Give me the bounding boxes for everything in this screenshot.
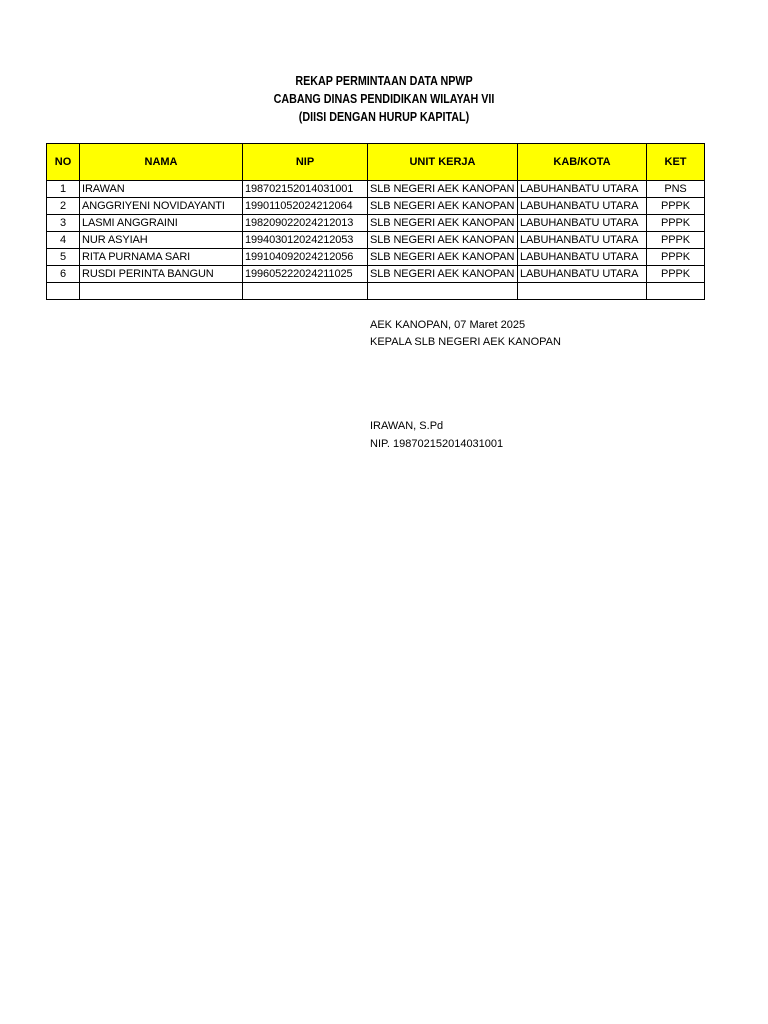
cell-nama: RITA PURNAMA SARI (80, 249, 243, 266)
cell-kab-kota: LABUHANBATU UTARA (518, 266, 647, 283)
cell-kab-kota: LABUHANBATU UTARA (518, 249, 647, 266)
cell-no: 4 (47, 232, 80, 249)
cell-ket (647, 283, 705, 300)
cell-nip: 199011052024212064 (243, 198, 368, 215)
table-row (47, 198, 705, 215)
signature-name: IRAWAN, S.Pd (370, 420, 444, 432)
signature-place-date: AEK KANOPAN, 07 Maret 2025 (370, 319, 526, 331)
signature-position: KEPALA SLB NEGERI AEK KANOPAN (370, 336, 561, 348)
cell-nama: LASMI ANGGRAINI (80, 215, 243, 232)
cell-kab-kota: LABUHANBATU UTARA (518, 181, 647, 198)
column-header-kab-kota: KAB/KOTA (518, 144, 647, 181)
table-row (47, 249, 705, 266)
cell-no: 1 (47, 181, 80, 198)
cell-unit-kerja: SLB NEGERI AEK KANOPAN (368, 215, 518, 232)
cell-kab-kota: LABUHANBATU UTARA (518, 215, 647, 232)
cell-ket: PPPK (647, 198, 705, 215)
title-line-2: CABANG DINAS PENDIDIKAN WILAYAH VII (273, 92, 495, 106)
cell-unit-kerja: SLB NEGERI AEK KANOPAN (368, 232, 518, 249)
cell-no: 5 (47, 249, 80, 266)
cell-no: 6 (47, 266, 80, 283)
cell-nama: NUR ASYIAH (80, 232, 243, 249)
document-title (0, 72, 768, 126)
cell-unit-kerja (368, 283, 518, 300)
cell-unit-kerja: SLB NEGERI AEK KANOPAN (368, 249, 518, 266)
cell-nip (243, 283, 368, 300)
table-row (47, 215, 705, 232)
npwp-data-table (46, 143, 705, 300)
column-header-nip: NIP (243, 144, 368, 181)
cell-nip: 198209022024212013 (243, 215, 368, 232)
cell-ket: PPPK (647, 215, 705, 232)
column-header-unit-kerja: UNIT KERJA (368, 144, 518, 181)
cell-ket: PPPK (647, 249, 705, 266)
cell-ket: PNS (647, 181, 705, 198)
column-header-ket: KET (647, 144, 705, 181)
table-header-row (47, 144, 705, 181)
cell-ket: PPPK (647, 266, 705, 283)
cell-kab-kota: LABUHANBATU UTARA (518, 232, 647, 249)
cell-unit-kerja: SLB NEGERI AEK KANOPAN (368, 198, 518, 215)
table-row-empty (47, 283, 705, 300)
cell-unit-kerja: SLB NEGERI AEK KANOPAN (368, 266, 518, 283)
table-row (47, 266, 705, 283)
cell-nama (80, 283, 243, 300)
title-line-1: REKAP PERMINTAAN DATA NPWP (295, 74, 473, 88)
signature-nip: NIP. 198702152014031001 (370, 438, 504, 450)
cell-nama: ANGGRIYENI NOVIDAYANTI (80, 198, 243, 215)
cell-no: 2 (47, 198, 80, 215)
cell-nip: 199104092024212056 (243, 249, 368, 266)
cell-kab-kota (518, 283, 647, 300)
cell-kab-kota: LABUHANBATU UTARA (518, 198, 647, 215)
column-header-no: NO (47, 144, 80, 181)
cell-nama: IRAWAN (80, 181, 243, 198)
cell-ket: PPPK (647, 232, 705, 249)
cell-nama: RUSDI PERINTA BANGUN (80, 266, 243, 283)
cell-unit-kerja: SLB NEGERI AEK KANOPAN (368, 181, 518, 198)
title-line-3: (DIISI DENGAN HURUP KAPITAL) (298, 110, 470, 124)
table-row (47, 181, 705, 198)
cell-no (47, 283, 80, 300)
column-header-nama: NAMA (80, 144, 243, 181)
cell-nip: 199605222024211025 (243, 266, 368, 283)
cell-no: 3 (47, 215, 80, 232)
cell-nip: 199403012024212053 (243, 232, 368, 249)
cell-nip: 198702152014031001 (243, 181, 368, 198)
table-row (47, 232, 705, 249)
